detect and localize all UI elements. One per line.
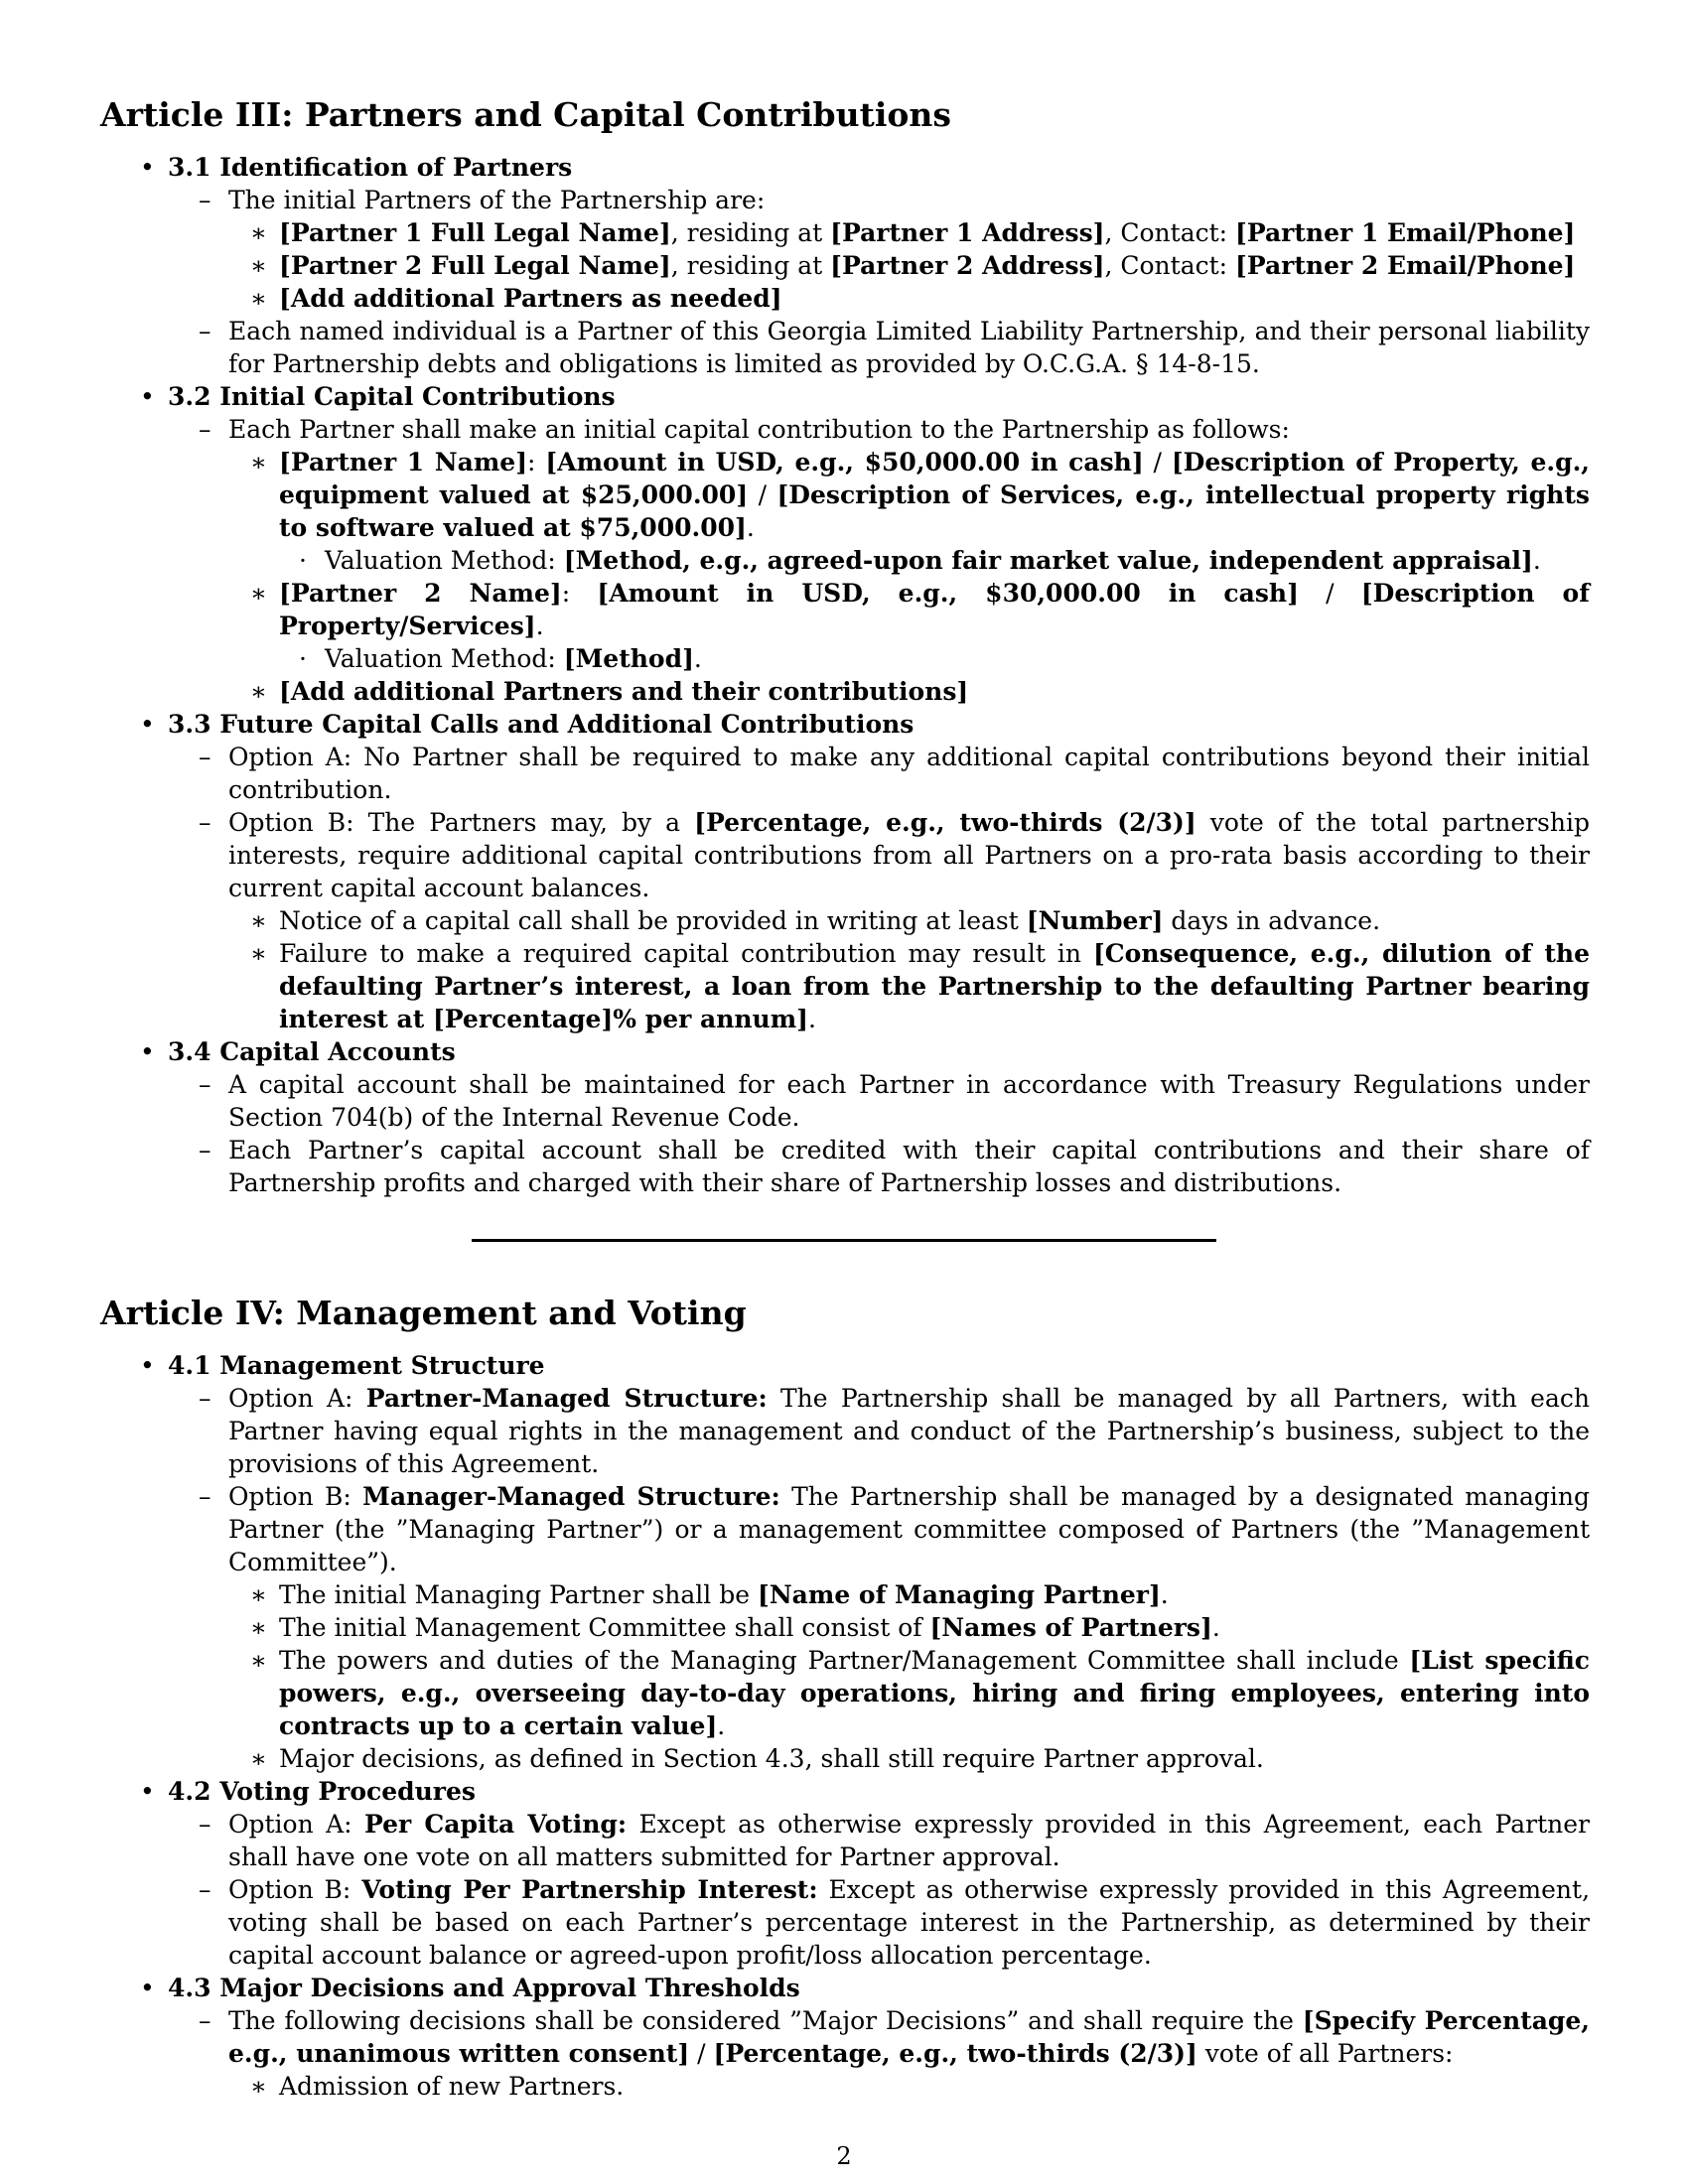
asterisk-icon: ∗: [250, 906, 267, 935]
bullet-icon: •: [140, 382, 155, 411]
dash-icon: –: [199, 1482, 211, 1511]
article-4-title: Article IV: Management and Voting: [100, 1294, 747, 1332]
list-item: ∗ Notice of a capital call shall be provided in writing at least [Number] days in advance.: [250, 906, 1381, 935]
list-item: – Option B: Manager-Managed Structure: The Partnership shall be managed by a designated managing Partner (the ”Managing Partner”) or a management committee composed of Partners (the ”Management Committee”). ∗ The initial Managing Partner shall be [Name of Managing Partner]. ∗ The initial Management Committee shall consist of [Names of Partners]. ∗ The powers and duties of the Managing Partner/Management Committee shall include [List specific powers, e.g., overseeing day-to-day operations, hiring and firing employees, entering into contracts up to a certain value]. ∗ Major decisions, as defined in Section 4.3, shall still require Partner approval.: [199, 1482, 1590, 1773]
asterisk-icon: ∗: [250, 579, 267, 608]
section-3-1: [140, 151, 1590, 380]
list-item: ∗ Major decisions, as defined in Section 4.3, shall still require Partner approval.: [250, 1744, 1264, 1773]
section-heading: 3.1 Identification of Partners: [168, 153, 573, 182]
section-heading: 4.3 Major Decisions and Approval Thresholds: [168, 1974, 800, 2002]
list-item: – A capital account shall be maintained for each Partner in accordance with Treasury Regulations under Section 704(b) of the Internal Revenue Code.: [199, 1070, 1590, 1132]
bullet-icon: •: [140, 1037, 155, 1066]
section-heading: 4.2 Voting Procedures: [168, 1777, 476, 1806]
list-item: – Option A: No Partner shall be required to make any additional capital contributions beyond their initial contribution.: [199, 743, 1590, 804]
list-item: – The initial Partners of the Partnership are: ∗ [Partner 1 Full Legal Name], residing at [Partner 1 Address], Contact: [Partner 1 Email/Phone] ∗ [Partner 2 Full Legal Name], residing at [Partner 2 Address], Contact: [Partner 2 Email/Phone] ∗ [Add additional Partners as needed]: [228, 184, 1590, 315]
list-item: · Valuation Method: [Method, e.g., agreed-upon fair market value, independent appraisal].: [299, 546, 1541, 575]
page-number: 2: [836, 2142, 852, 2170]
asterisk-icon: ∗: [250, 939, 267, 968]
dash-icon: –: [199, 1384, 211, 1413]
dash-icon: –: [199, 415, 211, 444]
section-4-2: [140, 1775, 1591, 1972]
asterisk-icon: ∗: [250, 2072, 267, 2101]
bullet-icon: •: [140, 1777, 155, 1806]
dot-icon: ·: [299, 644, 307, 673]
article-3-title: Article III: Partners and Capital Contributions: [100, 95, 951, 134]
list-item: – Option A: Partner-Managed Structure: The Partnership shall be managed by all Partners, with each Partner having equal rights in the management and conduct of the Partnership’s business, subject to the provisions of this Agreement.: [199, 1384, 1590, 1478]
list-item: · Valuation Method: [Method].: [299, 644, 702, 673]
dot-icon: ·: [299, 546, 307, 575]
section-3-3: [140, 708, 1591, 1035]
horizontal-rule: [472, 1239, 1216, 1242]
list-item: – The following decisions shall be considered ”Major Decisions” and shall require the [Specify Percentage, e.g., unanimous written consent] / [Percentage, e.g., two-thirds (2/3)] vote of all Partners: ∗ Admission of new Partners.: [199, 2006, 1590, 2101]
dash-icon: –: [199, 1810, 211, 1839]
list-item: ∗ Admission of new Partners.: [250, 2072, 625, 2101]
list-item: – Option B: Voting Per Partnership Interest: Except as otherwise expressly provided in this Agreement, voting shall be based on each Partner’s percentage interest in the Partnership, as determined by their capital account balance or agreed-upon profit/loss allocation percentage.: [199, 1875, 1591, 1970]
asterisk-icon: ∗: [250, 284, 267, 313]
list-item: ∗ The initial Management Committee shall consist of [Names of Partners].: [250, 1613, 1220, 1642]
section-heading: 3.3 Future Capital Calls and Additional Contributions: [168, 710, 914, 739]
list-item: ∗ The initial Managing Partner shall be [Name of Managing Partner].: [250, 1580, 1169, 1609]
list-item: – Option A: Per Capita Voting: Except as otherwise expressly provided in this Agreement, each Partner shall have one vote on all matters submitted for Partner approval.: [199, 1810, 1590, 1871]
asterisk-icon: ∗: [250, 251, 267, 280]
asterisk-icon: ∗: [250, 1744, 267, 1773]
list-item: ∗ [Add additional Partners as needed]: [250, 284, 782, 313]
bullet-icon: •: [140, 710, 155, 739]
page-content: [100, 93, 1590, 2103]
list-item: ∗ [Partner 2 Full Legal Name], residing at [Partner 2 Address], Contact: [Partner 2 Email/Phone]: [250, 251, 1576, 280]
section-4-1: [140, 1349, 1590, 1775]
list-item: – Each Partner’s capital account shall be credited with their capital contributions and their share of Partnership profits and charged with their share of Partnership losses and distributions.: [199, 1136, 1590, 1197]
asterisk-icon: ∗: [250, 1646, 267, 1675]
asterisk-icon: ∗: [250, 1580, 267, 1609]
list-item: ∗ [Partner 2 Name]: [Amount in USD, e.g., $30,000.00 in cash] / [Description of Property/Services]. · Valuation Method: [Method].: [250, 579, 1590, 673]
list-item: – Each Partner shall make an initial capital contribution to the Partnership as follows: ∗ [Partner 1 Name]: [Amount in USD, e.g., $50,000.00 in cash] / [Description of Property, e.g., equipment valued at $25,000.00] / [Description of Services, e.g., intellectual property rights to software valued at $75,000.00]. · Valuation Method: [Method, e.g., agreed-upon fair market value, independent appraisal]. ∗ [Partner 2 Name]: [Amount in USD, e.g., $30,000.00 in cash] / [Description of Property/Services]. · Valuation Method: [Method]. ∗ [Add additional Partners and their contributions]: [199, 415, 1590, 706]
list-item: – Each named individual is a Partner of this Georgia Limited Liability Partnership, and their personal liability for Partnership debts and obligations is limited as provided by O.C.G.A. § 14-8-15.: [199, 317, 1590, 378]
section-heading: 3.4 Capital Accounts: [168, 1037, 456, 1066]
list-item: – Option B: The Partners may, by a [Percentage, e.g., two-thirds (2/3)] vote of the total partnership interests, require additional capital contributions from all Partners on a pro-rata basis according to their current capital account balances. ∗ Notice of a capital call shall be provided in writing at least [Number] days in advance. ∗ Failure to make a required capital contribution may result in [Consequence, e.g., dilution of the defaulting Partner’s interest, a loan from the Partnership to the defaulting Partner bearing interest at [Percentage]% per annum].: [199, 808, 1591, 1033]
list-item: ∗ [Add additional Partners and their contributions]: [250, 677, 969, 706]
dash-icon: –: [199, 186, 211, 214]
dash-icon: –: [199, 808, 211, 837]
section-heading: 4.1 Management Structure: [168, 1351, 545, 1380]
bullet-icon: •: [140, 1974, 155, 2002]
list-item: ∗ Failure to make a required capital contribution may result in [Consequence, e.g., dilution of the defaulting Partner’s interest, a loan from the Partnership to the defaulting Partner bearing interest at [Percentage]% per annum].: [250, 939, 1591, 1033]
dash-icon: –: [199, 743, 211, 771]
bullet-icon: •: [140, 153, 155, 182]
asterisk-icon: ∗: [250, 1613, 267, 1642]
dash-icon: –: [199, 2006, 211, 2035]
section-heading: 3.2 Initial Capital Contributions: [168, 382, 616, 411]
dash-icon: –: [199, 1875, 211, 1904]
asterisk-icon: ∗: [250, 218, 267, 247]
asterisk-icon: ∗: [250, 448, 267, 477]
list-item: ∗ The powers and duties of the Managing Partner/Management Committee shall include [List specific powers, e.g., overseeing day-to-day operations, hiring and firing employees, entering into contracts up to a certain value].: [250, 1646, 1590, 1740]
section-3-2: [140, 380, 1590, 708]
asterisk-icon: ∗: [250, 677, 267, 706]
section-3-4: [140, 1035, 1590, 1199]
list-item: ∗ [Partner 1 Full Legal Name], residing at [Partner 1 Address], Contact: [Partner 1 Email/Phone]: [250, 218, 1576, 247]
dash-icon: –: [199, 1070, 211, 1099]
list-item: ∗ [Partner 1 Name]: [Amount in USD, e.g., $50,000.00 in cash] / [Description of Property, e.g., equipment valued at $25,000.00] / [Description of Services, e.g., intellectual property rights to software valued at $75,000.00]. · Valuation Method: [Method, e.g., agreed-upon fair market value, independent appraisal].: [250, 448, 1590, 575]
section-4-3: [140, 1972, 1590, 2103]
bullet-icon: •: [140, 1351, 155, 1380]
dash-icon: –: [199, 317, 211, 345]
dash-icon: –: [199, 1136, 211, 1164]
